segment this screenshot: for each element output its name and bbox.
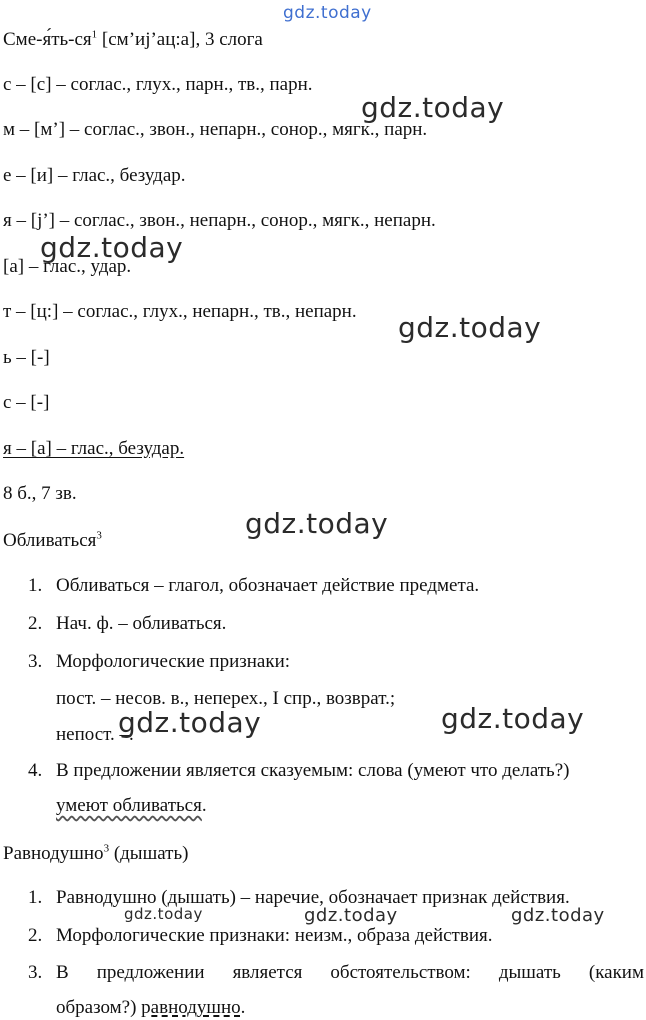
morph-title-word: Равнодушно bbox=[3, 843, 104, 864]
watermark: gdz.today bbox=[245, 507, 389, 540]
phonetic-row: с – [с] – соглас., глух., парн., тв., парн. bbox=[3, 74, 313, 95]
list-item: Нач. ф. – обливаться. bbox=[56, 613, 227, 634]
watermark-top: gdz.today bbox=[283, 3, 372, 23]
morph-title-rest: (дышать) bbox=[109, 843, 189, 864]
watermark: gdz.today bbox=[398, 311, 542, 344]
phonetic-row: [а] – глас., удар. bbox=[3, 256, 132, 277]
phonetic-row: м – [м’] – соглас., звон., непарн., сонор., мягк., парн. bbox=[3, 119, 428, 140]
list-number: 2. bbox=[28, 925, 43, 946]
phonetic-header bbox=[3, 29, 263, 52]
list-item-continuation bbox=[56, 997, 245, 1020]
morph-title-word: Обливаться bbox=[3, 530, 97, 551]
adverbial-underlined: равнодушно bbox=[141, 997, 241, 1018]
list-item: Морфологические признаки: неизм., образа действия. bbox=[56, 925, 493, 946]
morph-title-mark: 3 bbox=[96, 529, 102, 542]
watermark: gdz.today bbox=[40, 231, 184, 264]
list-item: Обливаться – глагол, обозначает действие предмета. bbox=[56, 575, 480, 596]
watermark: gdz.today bbox=[124, 905, 203, 923]
phonetic-row: я – [j’] – соглас., звон., непарн., сонор., мягк., непарн. bbox=[3, 210, 436, 231]
constant-features: пост. – несов. в., неперех., I спр., возврат.; bbox=[56, 688, 396, 709]
list-item: В предложении является обстоятельством: дышать (каким bbox=[56, 962, 644, 983]
list-number: 1. bbox=[28, 575, 43, 596]
watermark: gdz.today bbox=[441, 702, 585, 735]
phonetic-row: ь – [-] bbox=[3, 347, 50, 368]
period: . bbox=[240, 997, 246, 1018]
morph-title bbox=[3, 843, 188, 866]
watermark: gdz.today bbox=[511, 905, 605, 926]
list-number: 3. bbox=[28, 651, 43, 672]
morph-title-mark: 3 bbox=[103, 842, 110, 855]
list-item: Морфологические признаки: bbox=[56, 651, 291, 672]
header-mark: 1 bbox=[91, 28, 98, 41]
nonconstant-features: непост. –. bbox=[56, 724, 134, 745]
period: . bbox=[201, 795, 207, 816]
phonetic-row: т – [ц:] – соглас., глух., непарн., тв., непарн. bbox=[3, 301, 357, 322]
phonetic-row: я – [а] – глас., безудар. bbox=[3, 438, 185, 459]
list-item: В предложении является сказуемым: слова (умеют что делать?) bbox=[56, 760, 570, 781]
predicate-underlined: умеют обливаться bbox=[56, 795, 202, 816]
continuation-text: образом?) bbox=[56, 997, 142, 1018]
list-number: 1. bbox=[28, 887, 43, 908]
list-item-continuation bbox=[56, 795, 207, 818]
phonetic-row: с – [-] bbox=[3, 392, 50, 413]
list-number: 3. bbox=[28, 962, 43, 983]
phonetic-row: е – [и] – глас., безудар. bbox=[3, 165, 186, 186]
watermark: gdz.today bbox=[304, 905, 398, 926]
watermark: gdz.today bbox=[361, 91, 505, 124]
header-transcription: [см’иj’ац:а], 3 слога bbox=[97, 29, 263, 50]
list-number: 4. bbox=[28, 760, 43, 781]
list-item: Равнодушно (дышать) – наречие, обозначает признак действия. bbox=[56, 887, 570, 908]
watermark: gdz.today bbox=[118, 706, 262, 739]
morph-title bbox=[3, 530, 102, 553]
header-word: Сме-я́ть-ся bbox=[3, 29, 92, 50]
phonetic-summary: 8 б., 7 зв. bbox=[3, 483, 77, 504]
list-number: 2. bbox=[28, 613, 43, 634]
